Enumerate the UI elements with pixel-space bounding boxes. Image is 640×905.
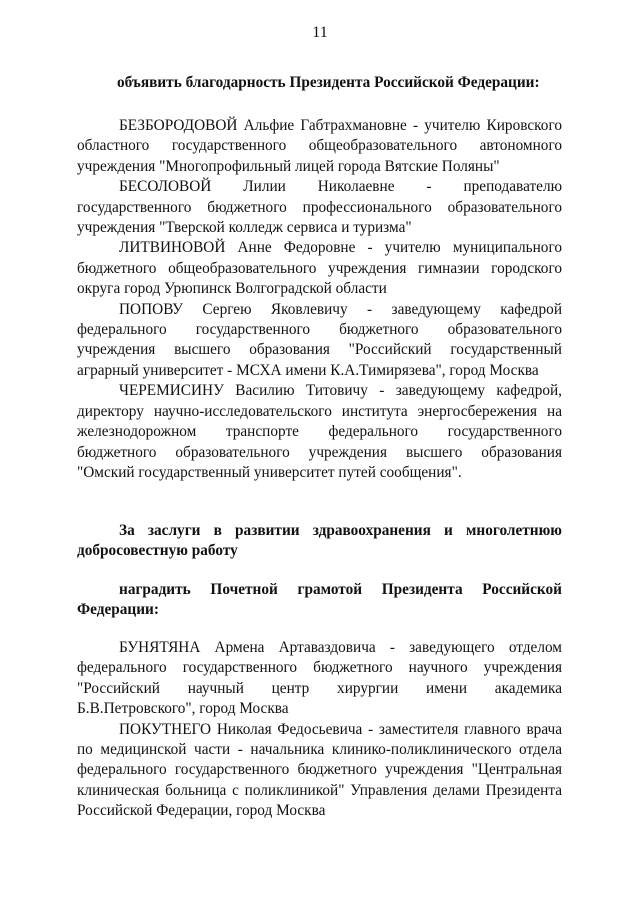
award-entry: БУНЯТЯНА Армена Артаваздовича - заведующего отделом федерального государственного бюджетного научного учреждения "Российский научный центр хирургии имени академика Б.В.Петровского", город Москва — [77, 639, 562, 718]
section2-entries — [77, 638, 562, 822]
section1-entries — [77, 116, 562, 483]
award-entry: ЧЕРЕМИСИНУ Василию Титовичу - заведующему кафедрой, директору научно-исследовательского института энергосбережения на железнодорожном транспорте федерального государственного бюджетного образовательного учреждения высшего образования "Омский государственный университет путей сообщения". — [77, 382, 562, 481]
award-entry: ПОПОВУ Сергею Яковлевичу - заведующему кафедрой федерального государственного бюджетного образовательного учреждения высшего образования "Российский государственный аграрный университет - МСХА имени К.А.Тимирязева", город Москва — [77, 300, 562, 379]
award-entry: ПОКУТНЕГО Николая Федосьевича - заместителя главного врача по медицинской части - начальника клинико-поликлинического отдела федерального государственного бюджетного учреждения "Центральная клиническая больница с поликлиникой" Управления делами Президента Российской Федерации, город Москва — [77, 720, 562, 820]
section2-subheading: наградить Почетной грамотой Президента Российской Федерации: — [77, 581, 562, 619]
page-number: 11 — [312, 24, 328, 41]
section1-heading: объявить благодарность Президента Российской Федерации: — [117, 74, 540, 91]
section2-heading: За заслуги в развитии здравоохранения и многолетнюю добросовестную работу — [77, 522, 562, 560]
award-entry: БЕЗБОРОДОВОЙ Альфие Габтрахмановне - учителю Кировского областного государственного общеобразовательного автономного учреждения "Многопрофильный лицей города Вятские Поляны" — [77, 117, 562, 175]
award-entry: БЕСОЛОВОЙ Лилии Николаевне - преподавателю государственного бюджетного профессионального образовательного учреждения "Тверской колледж сервиса и туризма" — [77, 178, 562, 237]
award-entry: ЛИТВИНОВОЙ Анне Федоровне - учителю муниципального бюджетного общеобразовательного учреждения гимназии городского округа город Урюпинск Волгоградской области — [77, 239, 562, 298]
